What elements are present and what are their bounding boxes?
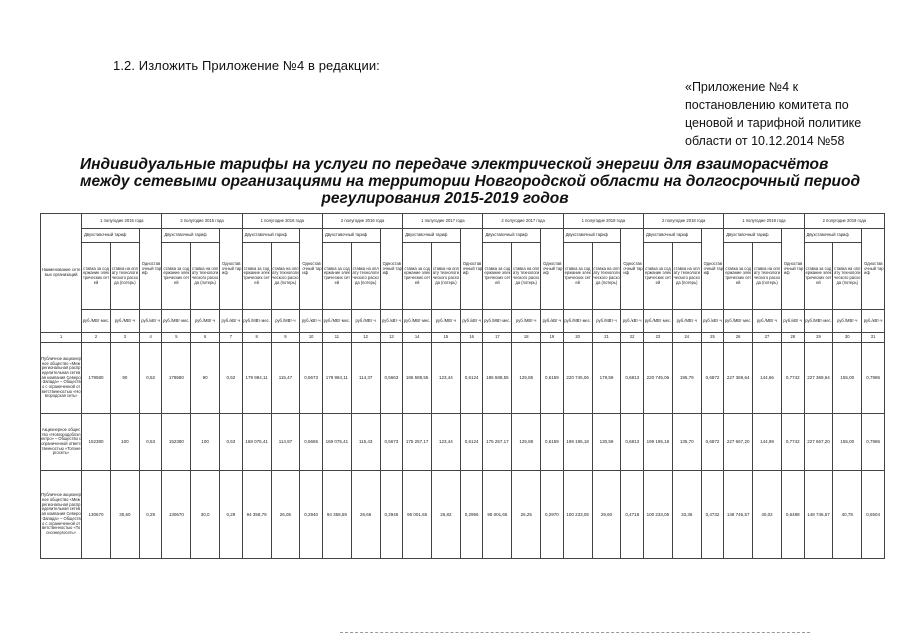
tariff-value: 0,7986 (862, 414, 885, 471)
tariff-value: 152380 (82, 414, 111, 471)
tariff-value: 100 233,05 (644, 471, 673, 559)
tariff-value: 0,6872 (701, 343, 724, 414)
maintenance-rate-header: ставка за содержание электрических сетей (483, 243, 512, 310)
maintenance-rate-header: ставка за содержание электрических сетей (724, 243, 753, 310)
tariff-value: 0,5665 (300, 414, 323, 471)
loss-rate-header: ставка на оплату технологического расхода (потерь) (833, 243, 862, 310)
tariff-value: 94 358,79 (242, 471, 271, 559)
tariff-value: 123,44 (432, 414, 461, 471)
unit-cell-1: руб./МВт·мес. (82, 310, 111, 333)
tariff-value: 155,00 (833, 343, 862, 414)
tariff-value: 95 001,65 (483, 471, 512, 559)
tariff-value: 40,02 (753, 471, 782, 559)
tariff-value: 220 745,06 (644, 343, 673, 414)
period-header-7: 1 полугодие 2018 года (563, 214, 643, 229)
tariff-value: 0,7742 (781, 343, 804, 414)
tariff-value: 227 667,20 (724, 414, 753, 471)
table-row (41, 414, 885, 471)
tariff-value: 0,2940 (300, 471, 323, 559)
tariff-value: 115,47 (271, 343, 300, 414)
loss-rate-header: ставка на оплату технологического расхода (потерь) (512, 243, 541, 310)
tariff-value: 186 588,55 (403, 343, 432, 414)
appendix-line: области от 10.12.2014 №58 (685, 134, 845, 148)
unit-cell-3: руб./кВт·ч (781, 310, 804, 333)
tariff-value: 144,99 (753, 414, 782, 471)
one-rate-header: Одноставочный тариф (300, 229, 323, 310)
unit-cell-1: руб./МВт·мес. (483, 310, 512, 333)
column-number: 18 (512, 333, 541, 343)
tariff-value: 169 075,41 (322, 414, 351, 471)
column-number: 3 (110, 333, 139, 343)
tariff-value: 26,82 (432, 471, 461, 559)
one-rate-header: Одноставочный тариф (701, 229, 724, 310)
unit-cell-2: руб./МВт·ч (191, 310, 220, 333)
tariff-value: 144,66 (753, 343, 782, 414)
two-rate-header: Двухставочный тариф (724, 229, 782, 243)
tariff-value: 152380 (162, 414, 191, 471)
tariff-value: 0,5663 (380, 343, 403, 414)
amendment-intro: 1.2. Изложить Приложение №4 в редакции: (113, 58, 380, 73)
column-number: 1 (41, 333, 82, 343)
tariff-value: 0,5673 (380, 414, 403, 471)
period-header-1: 1 полугодие 2015 года (82, 214, 162, 229)
unit-cell-1: руб./МВт·мес. (724, 310, 753, 333)
tariff-value: 100 233,05 (563, 471, 592, 559)
tariff-value: 227 369,64 (724, 343, 753, 414)
tariff-value: 179 984,11 (322, 343, 351, 414)
column-number: 11 (322, 333, 351, 343)
tariff-value: 123,44 (432, 343, 461, 414)
tariff-value: 29,60 (592, 471, 621, 559)
loss-rate-header: ставка на оплату технологического расхода (потерь) (110, 243, 139, 310)
tariff-value: 26,25 (512, 471, 541, 559)
unit-cell-1: руб./МВт·мес. (804, 310, 833, 333)
tariff-value: 195,79 (672, 343, 701, 414)
unit-cell-3: руб./кВт·ч (380, 310, 403, 333)
column-number: 31 (862, 333, 885, 343)
unit-cell-2: руб./МВт·ч (271, 310, 300, 333)
tariff-value: 0,6159 (541, 414, 564, 471)
loss-rate-header: ставка на оплату технологического расхода (потерь) (753, 243, 782, 310)
column-number: 7 (220, 333, 243, 343)
appendix-line: «Приложение №4 к (685, 80, 799, 94)
tariff-value: 90 (191, 343, 220, 414)
period-header-10: 2 полугодие 2019 года (804, 214, 884, 229)
tariff-value: 100 (110, 414, 139, 471)
unit-cell-2: руб./МВт·ч (351, 310, 380, 333)
organization-name: Публичное акционерное общество «Межрегиональная распределительная сетевая компания Северо-Запада» – Общество с ограниченной ответственностью «Тосноэнергосеть» (41, 471, 82, 559)
tariff-value: 0,7986 (862, 343, 885, 414)
tariff-value: 179 984,11 (242, 343, 271, 414)
one-rate-header: Одноставочный тариф (621, 229, 644, 310)
one-rate-header: Одноставочный тариф (220, 229, 243, 310)
column-number: 27 (753, 333, 782, 343)
tariff-value: 0,29 (139, 471, 162, 559)
tariff-value: 0,4718 (621, 471, 644, 559)
tariff-value: 220 745,06 (563, 343, 592, 414)
loss-rate-header: ставка на оплату технологического расхода (потерь) (432, 243, 461, 310)
tariff-value: 30,60 (110, 471, 139, 559)
tariff-value: 0,52 (220, 343, 243, 414)
column-number: 15 (432, 333, 461, 343)
column-number: 13 (380, 333, 403, 343)
column-number: 28 (781, 333, 804, 343)
period-header-6: 2 полугодие 2017 года (483, 214, 563, 229)
unit-cell-2: руб./МВт·ч (753, 310, 782, 333)
column-number: 12 (351, 333, 380, 343)
maintenance-rate-header: ставка за содержание электрических сетей (644, 243, 673, 310)
period-header-3: 1 полугодие 2016 года (242, 214, 322, 229)
loss-rate-header: ставка на оплату технологического расхода (потерь) (672, 243, 701, 310)
tariff-value: 90 (110, 343, 139, 414)
unit-cell-2: руб./МВт·ч (110, 310, 139, 333)
column-number: 23 (644, 333, 673, 343)
unit-cell-1: руб./МВт·мес. (644, 310, 673, 333)
title-line: между сетевыми организациями на территории Новгородской области на долгосрочный период (80, 173, 861, 190)
tariff-value: 135,70 (672, 414, 701, 471)
appendix-line: ценовой и тарифной политике (685, 116, 862, 130)
tariff-value: 175 257,17 (403, 414, 432, 471)
period-header-5: 1 полугодие 2017 года (403, 214, 483, 229)
tariff-value: 0,6124 (460, 414, 483, 471)
two-rate-header: Двухставочный тариф (483, 229, 541, 243)
title-line: регулирования 2015-2019 годов (321, 190, 569, 207)
tariff-value: 0,2970 (541, 471, 564, 559)
one-rate-header: Одноставочный тариф (862, 229, 885, 310)
loss-rate-header: ставка на оплату технологического расхода (потерь) (271, 243, 300, 310)
loss-rate-header: ставка на оплату технологического расхода (потерь) (592, 243, 621, 310)
one-rate-header: Одноставочный тариф (139, 229, 162, 310)
unit-cell-3: руб./кВт·ч (220, 310, 243, 333)
tariff-value: 168 075,41 (242, 414, 271, 471)
table-row (41, 343, 885, 414)
column-number: 29 (804, 333, 833, 343)
tariff-value: 130,59 (592, 414, 621, 471)
two-rate-header: Двухставочный тариф (322, 229, 380, 243)
tariff-value: 33,36 (672, 471, 701, 559)
unit-cell-1: руб./МВт·мес. (563, 310, 592, 333)
column-number: 14 (403, 333, 432, 343)
tariff-value: 175 257,17 (483, 414, 512, 471)
tariff-value: 0,53 (220, 414, 243, 471)
scan-artifact (340, 632, 810, 635)
column-number: 4 (139, 333, 162, 343)
tariff-value: 0,52 (139, 343, 162, 414)
tariff-value: 114,37 (351, 343, 380, 414)
loss-rate-header: ставка на оплату технологического расхода (потерь) (191, 243, 220, 310)
tariff-value: 95 001,65 (403, 471, 432, 559)
period-header-9: 1 полугодие 2019 года (724, 214, 804, 229)
one-rate-header: Одноставочный тариф (380, 229, 403, 310)
column-number: 5 (162, 333, 191, 343)
unit-cell-1: руб./МВт·мес. (322, 310, 351, 333)
column-number: 21 (592, 333, 621, 343)
tariff-value: 0,6504 (862, 471, 885, 559)
tariff-value: 125,88 (512, 414, 541, 471)
column-number: 20 (563, 333, 592, 343)
unit-cell-1: руб./МВт·мес. (162, 310, 191, 333)
column-number: 9 (271, 333, 300, 343)
two-rate-header: Двухставочный тариф (403, 229, 461, 243)
unit-cell-3: руб./кВт·ч (139, 310, 162, 333)
column-number: 6 (191, 333, 220, 343)
tariff-value: 179580 (162, 343, 191, 414)
tariff-value: 155,00 (833, 414, 862, 471)
loss-rate-header: ставка на оплату технологического расхода (потерь) (351, 243, 380, 310)
unit-cell-2: руб./МВт·ч (512, 310, 541, 333)
two-rate-header: Двухставочный тариф (242, 229, 300, 243)
tariff-value: 0,4732 (701, 471, 724, 559)
tariff-value: 0,6872 (701, 414, 724, 471)
two-rate-header: Двухставочный тариф (644, 229, 702, 243)
column-number: 26 (724, 333, 753, 343)
column-number: 10 (300, 333, 323, 343)
unit-cell-3: руб./кВт·ч (541, 310, 564, 333)
unit-cell-1: руб./МВт·мес. (242, 310, 271, 333)
tariff-value: 148 746,57 (724, 471, 753, 559)
unit-cell-3: руб./кВт·ч (300, 310, 323, 333)
one-rate-header: Одноставочный тариф (781, 229, 804, 310)
organization-name: Публичное акционерное общество «Межрегиональная распределительная сетевая компания Северо-Запада» – Общество с ограниченной ответственностью «Новгородская сеть» (41, 343, 82, 414)
tariff-value: 186 588,55 (483, 343, 512, 414)
tariff-value: 125,85 (512, 343, 541, 414)
unit-cell-2: руб./МВт·ч (592, 310, 621, 333)
column-number: 16 (460, 333, 483, 343)
column-number: 22 (621, 333, 644, 343)
tariff-value: 179580 (82, 343, 111, 414)
tariff-value: 0,7742 (781, 414, 804, 471)
tariff-value: 0,6488 (781, 471, 804, 559)
period-header-8: 2 полугодие 2018 года (644, 214, 724, 229)
unit-cell-1: руб./МВт·мес. (403, 310, 432, 333)
tariff-value: 114,97 (271, 414, 300, 471)
maintenance-rate-header: ставка за содержание электрических сетей (804, 243, 833, 310)
maintenance-rate-header: ставка за содержание электрических сетей (403, 243, 432, 310)
period-header-4: 2 полугодие 2016 года (322, 214, 402, 229)
column-number: 17 (483, 333, 512, 343)
tariff-value: 199 195,18 (563, 414, 592, 471)
tariff-value: 227 667,20 (804, 414, 833, 471)
table-row (41, 471, 885, 559)
tariff-value: 0,5673 (300, 343, 323, 414)
tariff-value: 130670 (82, 471, 111, 559)
maintenance-rate-header: ставка за содержание электрических сетей (322, 243, 351, 310)
title-line: Индивидуальные тарифы на услуги по передаче электрической энергии для взаиморасчётов (80, 156, 829, 173)
tariff-value: 199 195,18 (644, 414, 673, 471)
row-header-cell: Наименование сетевых организаций (41, 214, 82, 333)
tariff-value: 0,6159 (541, 343, 564, 414)
document-title (80, 156, 861, 207)
appendix-reference (685, 78, 875, 150)
maintenance-rate-header: ставка за содержание электрических сетей (242, 243, 271, 310)
tariff-value: 148 746,57 (804, 471, 833, 559)
tariff-value: 26,66 (351, 471, 380, 559)
two-rate-header: Двухставочный тариф (82, 229, 140, 243)
tariff-value: 0,6124 (460, 343, 483, 414)
column-number: 25 (701, 333, 724, 343)
tariff-value: 0,2956 (460, 471, 483, 559)
tariff-value: 179,59 (592, 343, 621, 414)
column-number: 8 (242, 333, 271, 343)
unit-cell-3: руб./кВт·ч (862, 310, 885, 333)
tariff-value: 130670 (162, 471, 191, 559)
two-rate-header: Двухставочный тариф (563, 229, 621, 243)
tariff-value: 0,53 (139, 414, 162, 471)
tariff-value: 94 358,59 (322, 471, 351, 559)
tariff-value: 100 (191, 414, 220, 471)
one-rate-header: Одноставочный тариф (541, 229, 564, 310)
tariff-value: 26,05 (271, 471, 300, 559)
unit-cell-3: руб./кВт·ч (701, 310, 724, 333)
one-rate-header: Одноставочный тариф (460, 229, 483, 310)
maintenance-rate-header: ставка за содержание электрических сетей (563, 243, 592, 310)
tariff-value: 40,78 (833, 471, 862, 559)
column-number: 30 (833, 333, 862, 343)
tariff-value: 0,29 (220, 471, 243, 559)
column-number: 24 (672, 333, 701, 343)
unit-cell-2: руб./МВт·ч (833, 310, 862, 333)
two-rate-header: Двухставочный тариф (162, 229, 220, 243)
column-number: 19 (541, 333, 564, 343)
appendix-line: постановлению комитета по (685, 98, 849, 112)
tariff-value: 30,0 (191, 471, 220, 559)
organization-name: Акционерное общество «Новгородоблэлектро» – Общество с ограниченной ответственностью «Топэнергосеть» (41, 414, 82, 471)
unit-cell-3: руб./кВт·ч (460, 310, 483, 333)
period-header-2: 2 полугодие 2015 года (162, 214, 242, 229)
two-rate-header: Двухставочный тариф (804, 229, 862, 243)
tariff-value: 115,43 (351, 414, 380, 471)
unit-cell-3: руб./кВт·ч (621, 310, 644, 333)
tariff-value: 0,6813 (621, 343, 644, 414)
tariff-value: 0,6813 (621, 414, 644, 471)
tariffs-table (40, 213, 885, 559)
maintenance-rate-header: ставка за содержание электрических сетей (162, 243, 191, 310)
column-number: 2 (82, 333, 111, 343)
unit-cell-2: руб./МВт·ч (672, 310, 701, 333)
tariff-value: 0,2946 (380, 471, 403, 559)
unit-cell-2: руб./МВт·ч (432, 310, 461, 333)
tariff-value: 227 369,64 (804, 343, 833, 414)
maintenance-rate-header: ставка за содержание электрических сетей (82, 243, 111, 310)
